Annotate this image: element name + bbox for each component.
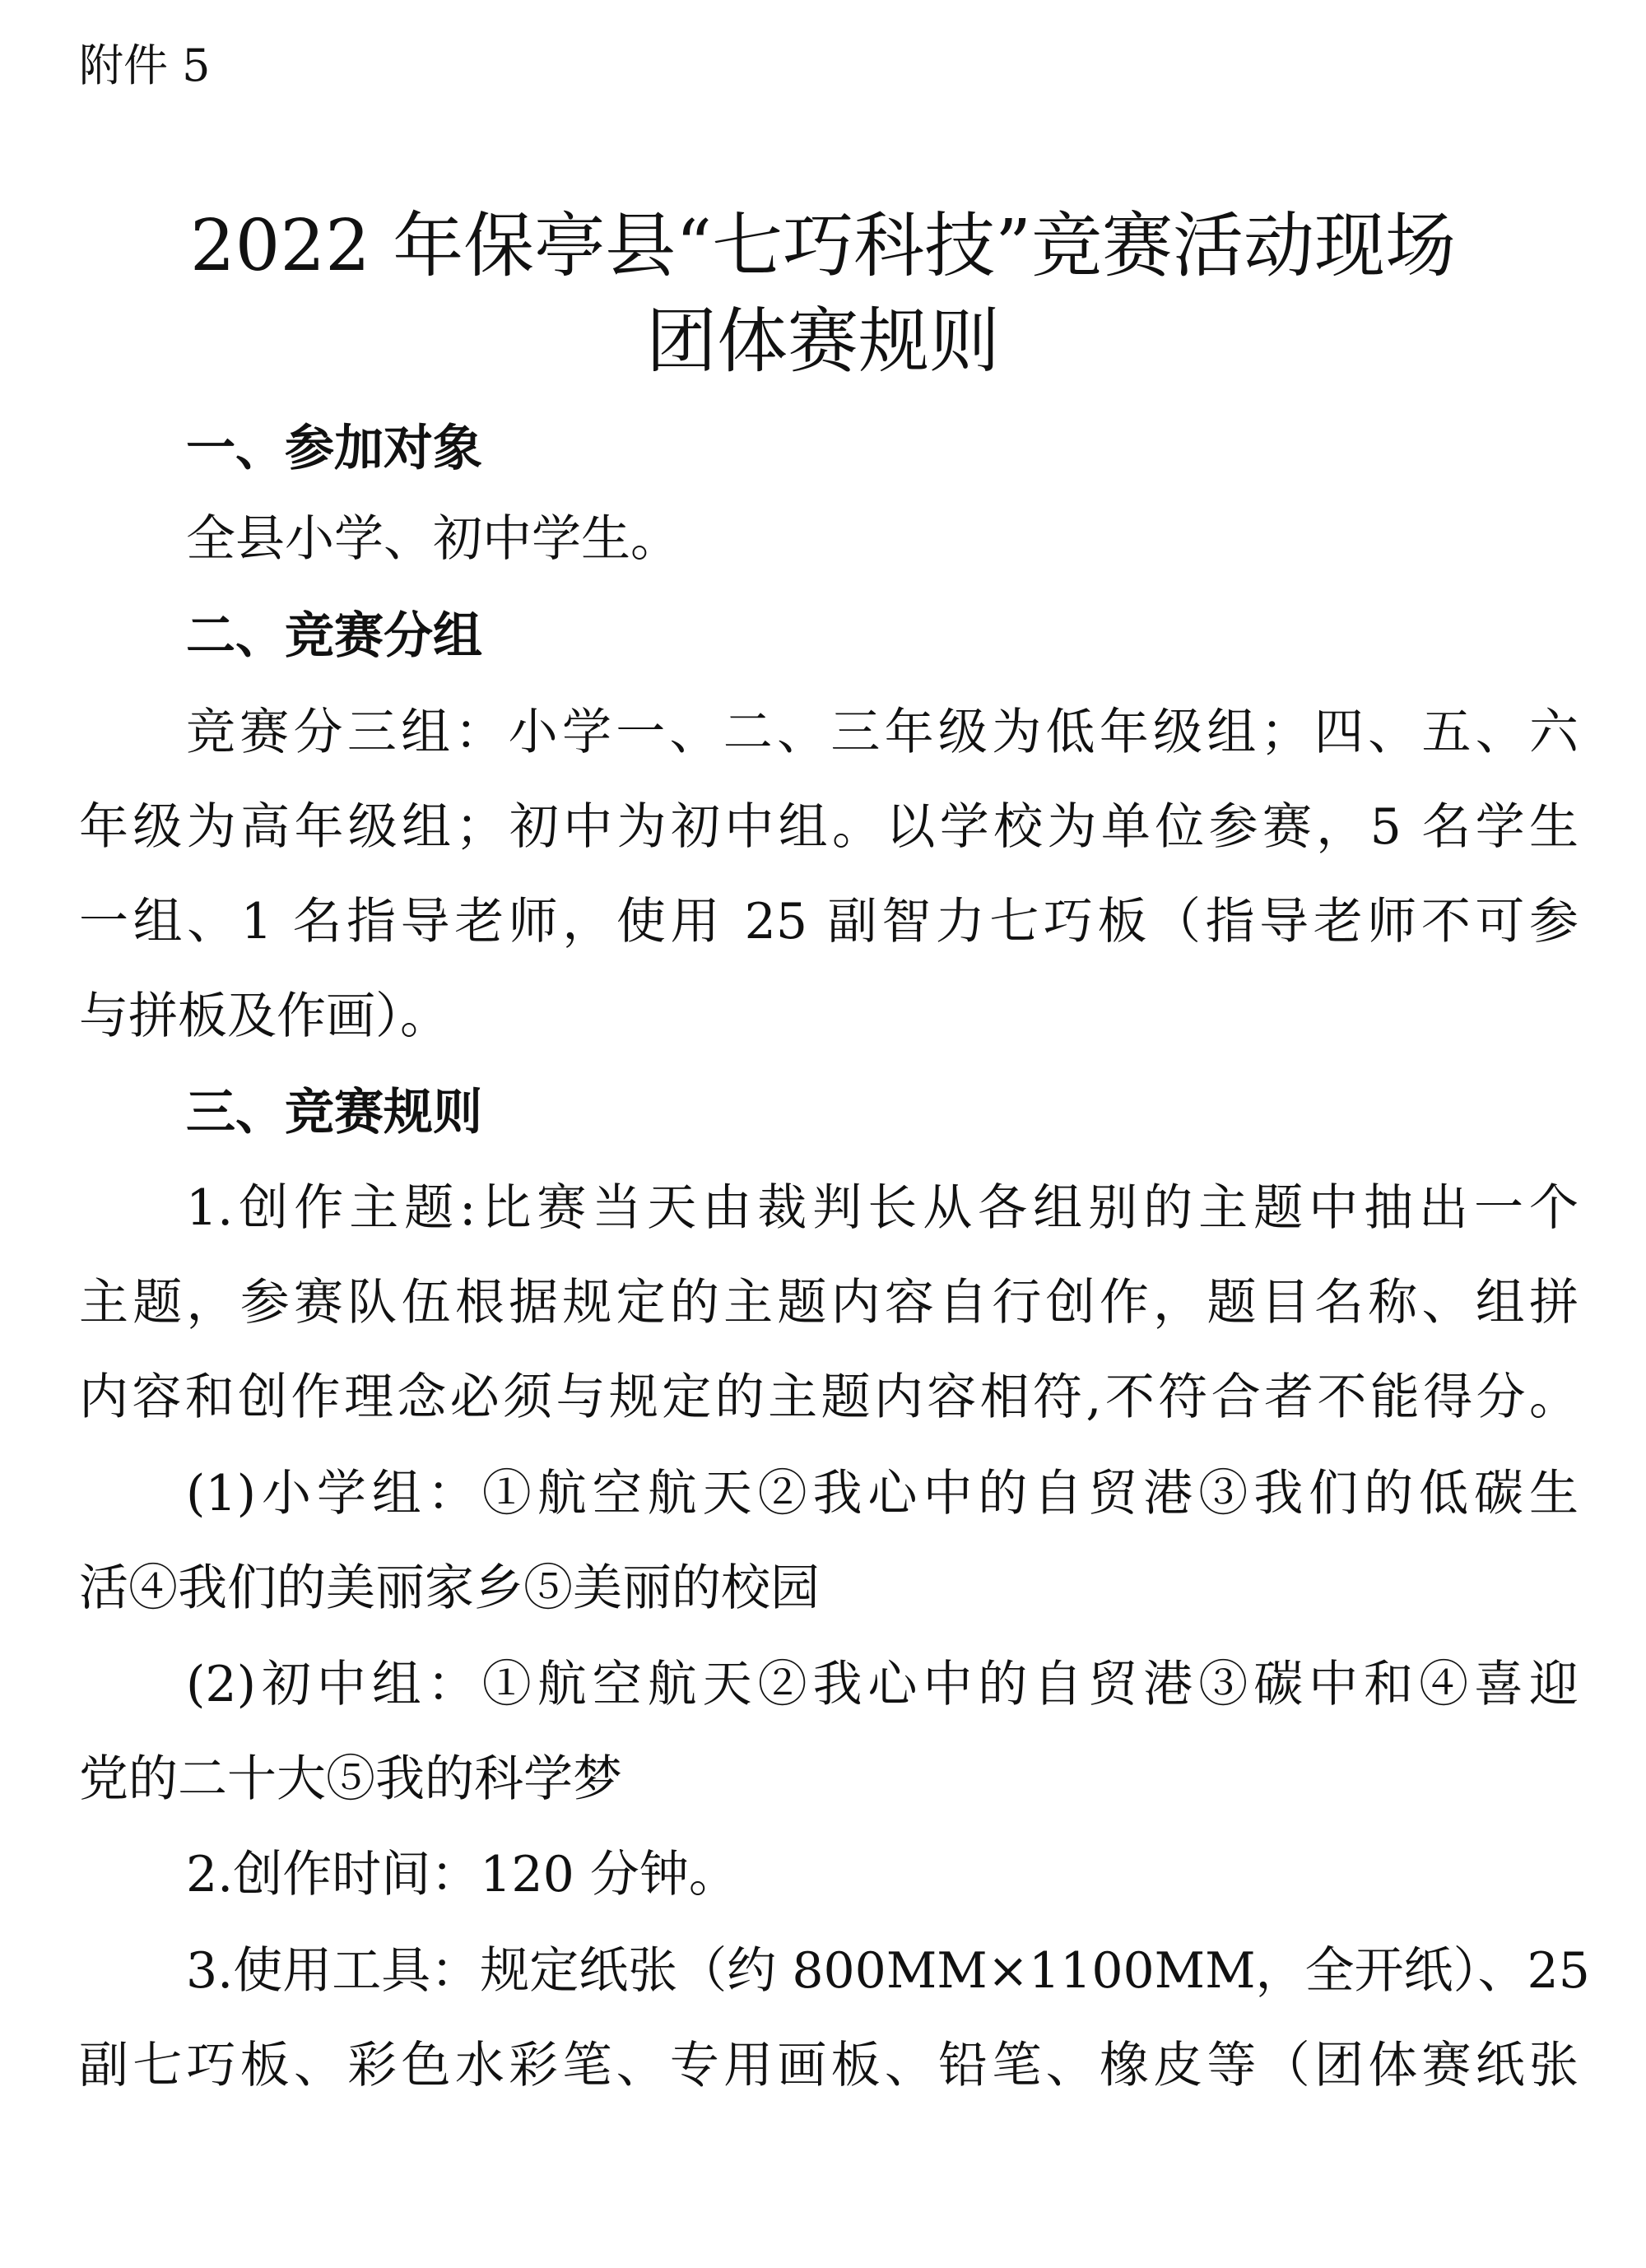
document-title-line-1: 2022 年保亭县“七巧科技”竞赛活动现场 (189, 205, 1457, 287)
rule-1-junior-themes-line: 党的二十大⑤我的科学梦 (79, 1750, 622, 1808)
rule-3-tools-line: 副七巧板、彩色水彩笔、专用画板、铅笔、橡皮等（团体赛纸张 (79, 2037, 1579, 2094)
rule-1-line: 内容和创作理念必须与规定的主题内容相符,不符合者不能得分。 (79, 1369, 1579, 1426)
paragraph-groups-line: 与拼板及作画）。 (79, 988, 449, 1045)
paragraph-groups-line: 竞赛分三组：小学一、二、三年级为低年级组；四、五、六 (186, 704, 1579, 761)
rule-1-line: 1.创作主题:比赛当天由裁判长从各组别的主题中抽出一个 (186, 1179, 1579, 1237)
paragraph-participants: 全县小学、初中学生。 (186, 510, 680, 568)
rule-1-junior-themes-line: (2)初中组：①航空航天②我心中的自贸港③碳中和④喜迎 (186, 1656, 1579, 1713)
document-title-line-2: 团体赛规则 (646, 300, 1000, 383)
rule-1-primary-themes-line: 活④我们的美丽家乡⑤美丽的校园 (79, 1559, 820, 1617)
paragraph-groups-line: 年级为高年级组；初中为初中组。以学校为单位参赛，5 名学生 (79, 798, 1579, 856)
rule-1-primary-themes-line: (1)小学组：①航空航天②我心中的自贸港③我们的低碳生 (186, 1465, 1579, 1522)
rule-3-tools-line: 3.使用工具：规定纸张（约 800MM×1100MM，全开纸）、25 (186, 1942, 1590, 2000)
section-heading-participants: 一、参加对象 (186, 420, 482, 477)
rule-2-time: 2.创作时间：120 分钟。 (186, 1846, 738, 1903)
paragraph-groups-line: 一组、1 名指导老师，使用 25 副智力七巧板（指导老师不可参 (79, 893, 1579, 950)
rule-1-line: 主题，参赛队伍根据规定的主题内容自行创作，题目名称、组拼 (79, 1274, 1579, 1332)
section-heading-groups: 二、竞赛分组 (186, 607, 482, 665)
section-heading-rules: 三、竞赛规则 (186, 1084, 482, 1141)
attachment-label: 附件 5 (79, 40, 211, 91)
